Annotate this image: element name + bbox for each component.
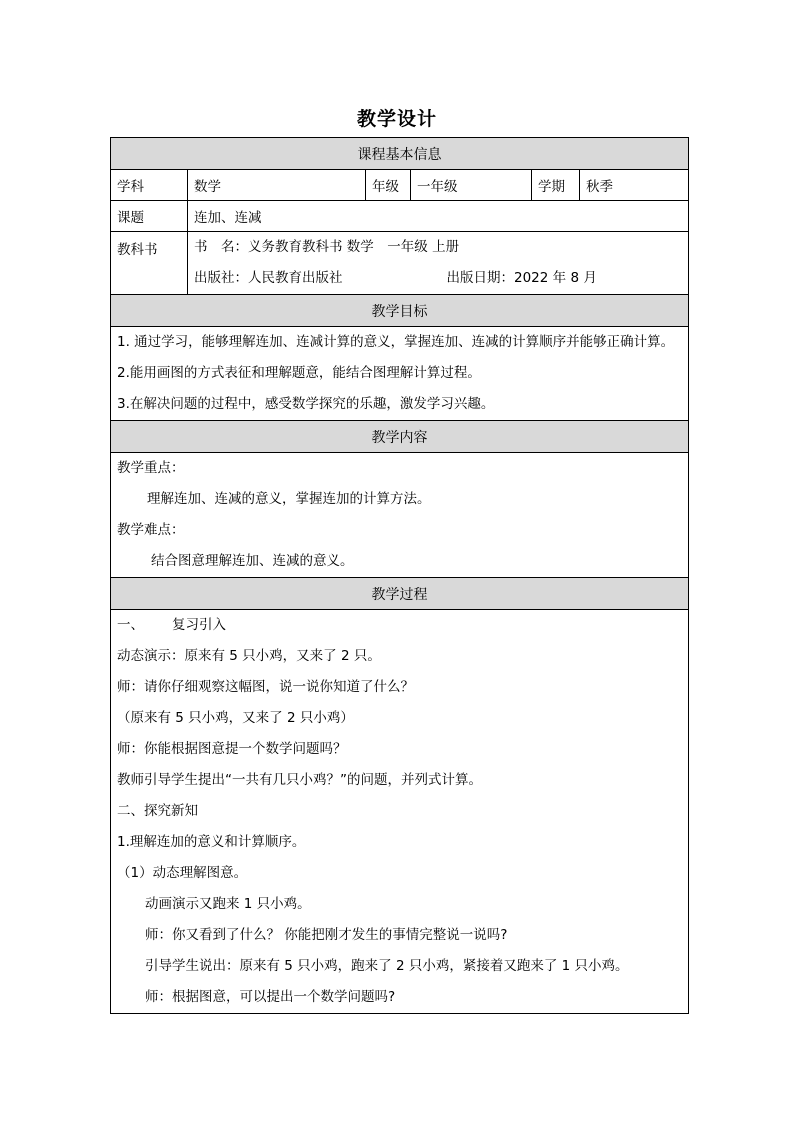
- process-paragraph: 师：你又看到了什么？ 你能把刚才发生的事情完整说一说吗?: [145, 927, 508, 943]
- key-point-text: 理解连加、连减的意义，掌握连加的计算方法。: [147, 491, 431, 507]
- content-header: 教学内容: [111, 421, 689, 453]
- objectives-list: [111, 327, 689, 421]
- page-title: 教学设计: [356, 108, 437, 130]
- objective-item: 3.在解决问题的过程中，感受数学探究的乐趣，激发学习兴趣。: [117, 396, 495, 412]
- subject-value: 数学: [188, 170, 366, 201]
- difficulty-text: 结合图意理解连加、连减的意义。: [151, 553, 354, 569]
- basic-info-header: 课程基本信息: [111, 138, 689, 170]
- subject-row: [111, 170, 689, 201]
- content-header-row: [111, 421, 689, 453]
- grade-value: 一年级: [411, 170, 532, 201]
- process-paragraph: 引导学生说出：原来有 5 只小鸡，跑来了 2 只小鸡，紧接着又跑来了 1 只小鸡。: [145, 958, 629, 974]
- textbook-info: [188, 232, 689, 295]
- lesson-plan-table: [110, 137, 689, 1014]
- process-header: 教学过程: [111, 578, 689, 610]
- process-paragraph: 1.理解连加的意义和计算顺序。: [117, 834, 306, 850]
- process-row: [111, 610, 689, 1014]
- process-header-row: [111, 578, 689, 610]
- basic-info-header-row: [111, 138, 689, 170]
- process-paragraph: 师：根据图意，可以提出一个数学问题吗?: [145, 989, 396, 1005]
- process-paragraph: （原来有 5 只小鸡，又来了 2 只小鸡）: [117, 710, 354, 726]
- objectives-header-row: [111, 295, 689, 327]
- step-number: 一、: [117, 617, 144, 633]
- process-paragraph: 动态演示：原来有 5 只小鸡，又来了 2 只。: [117, 648, 381, 664]
- topic-row: [111, 201, 689, 232]
- process-paragraph: 动画演示又跑来 1 只小鸡。: [145, 896, 311, 912]
- topic-label: 课题: [111, 201, 188, 232]
- textbook-label: 教科书: [111, 232, 188, 295]
- content-body: [111, 453, 689, 578]
- key-point-label: 教学重点：: [117, 460, 185, 476]
- process-paragraph: （1）动态理解图意。: [117, 865, 248, 881]
- objectives-row: [111, 327, 689, 421]
- objectives-header: 教学目标: [111, 295, 689, 327]
- content-row: [111, 453, 689, 578]
- process-paragraph: 教师引导学生提出“一共有几只小鸡？”的问题，并列式计算。: [117, 772, 482, 788]
- publisher-line: [194, 263, 682, 294]
- process-paragraph: 师：你能根据图意提一个数学问题吗？: [117, 741, 347, 757]
- step-heading: [117, 610, 682, 641]
- term-value: 秋季: [580, 170, 689, 201]
- process-body: [111, 610, 689, 1014]
- difficulty-label: 教学难点：: [117, 522, 185, 538]
- process-paragraph: 师：请你仔细观察这幅图，说一说你知道了什么？: [117, 679, 414, 695]
- objective-item: 1. 通过学习，能够理解连加、连减计算的意义，掌握连加、连减的计算顺序并能够正确计算。: [117, 334, 675, 350]
- topic-value: 连加、连减: [188, 201, 689, 232]
- grade-label: 年级: [366, 170, 411, 201]
- step-title: 复习引入: [172, 617, 226, 633]
- textbook-row: [111, 232, 689, 295]
- publisher: 出版社：人民教育出版社: [194, 270, 343, 286]
- process-paragraph: 二、探究新知: [117, 803, 198, 819]
- publish-date: 出版日期：2022 年 8 月: [446, 270, 597, 286]
- book-name: 书 名：义务教育教科书 数学 一年级 上册: [194, 239, 460, 255]
- objective-item: 2.能用画图的方式表征和理解题意，能结合图理解计算过程。: [117, 365, 481, 381]
- subject-label: 学科: [111, 170, 188, 201]
- term-label: 学期: [532, 170, 580, 201]
